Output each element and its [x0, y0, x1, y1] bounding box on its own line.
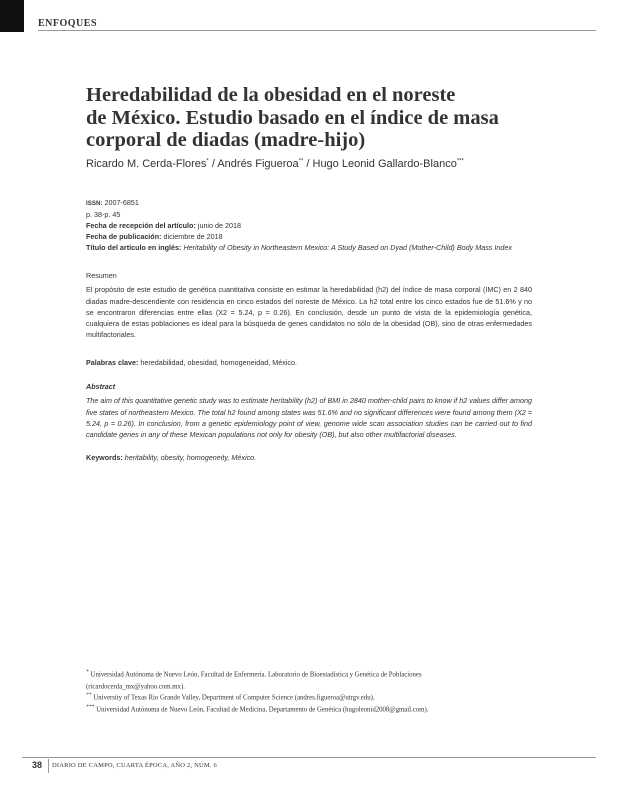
english-title-label: Título del artículo en inglés: — [86, 243, 182, 252]
footer-divider — [48, 759, 49, 773]
published-row — [86, 231, 546, 242]
title-line: Heredabilidad de la obesidad en el noreste — [86, 84, 456, 106]
author-separator: / — [208, 158, 218, 170]
received-row — [86, 220, 546, 231]
abstract-heading: Abstract — [86, 382, 116, 391]
journal-name: DIARIO DE CAMPO, CUARTA ÉPOCA, AÑO 2, NÚM. 6 — [52, 762, 217, 769]
english-title-row — [86, 242, 546, 253]
published-value: diciembre de 2018 — [163, 232, 223, 241]
page-number: 38 — [32, 760, 43, 770]
resumen-section — [86, 270, 532, 341]
palabras-clave-label: Palabras clave: — [86, 358, 139, 367]
article-title — [86, 84, 546, 152]
footnote — [86, 703, 536, 715]
footnote-mark: * — [86, 669, 89, 675]
footnote-text: Universidad Autónoma de Nuevo León, Facultad de Medicina, Departamento de Genética (hugoleonid2008@gmail.com). — [96, 706, 429, 714]
resumen-heading: Resumen — [86, 271, 117, 280]
resumen-text: El propósito de este estudio de genética cuantitativa consiste en estimar la heredabilidad (h2) del índice de masa corporal (IMC) en 2 840 diadas madre-descendiente con residencia en cinco estados del noreste de México. La h2 total entre los cinco estados fue de 51.6% y no se encontraron diferencias entre ellas (X2 = 5.24, p = 0.26). En conclusión, desde un punto de vista de la epidemiología genética, cualquiera de estas poblaciones es ideal para la búsqueda de genes candidatos no sólo de la obesidad (OB), sino de otras enfermedades multifactoriales. — [86, 285, 532, 340]
footnote — [86, 680, 536, 692]
keywords-text: heritability, obesity, homogeneity, México. — [124, 453, 257, 462]
top-rule — [38, 30, 596, 31]
author-mark: * — [206, 158, 209, 165]
author-name: Ricardo M. Cerda-Flores — [86, 158, 207, 170]
footnote-text: University of Texas Rio Grande Valley, Department of Computer Science (andres.figueroa@utrgv.edu). — [93, 694, 375, 702]
palabras-clave-text: heredabilidad, obesidad, homogeneidad, México. — [140, 358, 297, 367]
author-name: Hugo Leonid Gallardo-Blanco — [312, 158, 457, 170]
author-mark: *** — [456, 158, 464, 165]
footnotes — [86, 668, 536, 715]
issn-label: ISSN: — [86, 200, 103, 207]
title-line: de México. Estudio basado en el índice de masa — [86, 106, 499, 129]
footnote-text: Universidad Autónoma de Nuevo León, Facultad de Enfermería. Laboratorio de Bioestadística y Genética de Poblaciones — [90, 671, 422, 679]
section-label: ENFOQUES — [38, 18, 98, 29]
author-separator: / — [303, 158, 313, 170]
corner-tab — [0, 0, 24, 32]
footer-rule — [22, 757, 596, 758]
footnote — [86, 691, 536, 703]
footnote-mark: *** — [86, 704, 95, 711]
author-mark: ** — [298, 158, 304, 165]
keywords-section — [86, 452, 532, 463]
received-value: junio de 2018 — [197, 221, 242, 230]
footnote-text: (ricardocerda_mx@yahoo.com.mx). — [86, 682, 185, 690]
issn-row — [86, 197, 546, 209]
keywords-label: Keywords: — [86, 453, 123, 462]
palabras-clave — [86, 357, 532, 368]
received-label: Fecha de recepción del artículo: — [86, 221, 196, 230]
pages-value: p. 38-p. 45 — [86, 210, 121, 219]
footnote — [86, 668, 536, 680]
abstract-text: The aim of this quantitative genetic study was to estimate heritability (h2) of BMI in 2840 mother-child pairs to know if h2 values differ among five states of northeastern Mexico. The total h2 found among states was 51.6% and no significant differences were found among them (X2 = 5.24, p = 0.26). In conclusion, from a genetic epidemiology point of view, genome wide scan association studies can be carried out to find candidate genes in any of these Mexican populations not only for obesity (OB), but also other multifactorial diseases. — [86, 396, 532, 440]
published-label: Fecha de publicación: — [86, 232, 162, 241]
author-list — [86, 158, 546, 170]
pages-row — [86, 209, 546, 220]
footnote-mark: ** — [86, 692, 92, 699]
author-name: Andrés Figueroa — [217, 158, 299, 170]
english-title-value: Heritability of Obesity in Northeastern Mexico: A Study Based on Dyad (Mother-Child) Body Mass Index — [183, 243, 512, 252]
abstract-section — [86, 381, 532, 440]
issn-value: 2007-6851 — [104, 198, 139, 207]
title-line: corporal de diadas (madre-hijo) — [86, 129, 366, 151]
article-metadata — [86, 197, 546, 253]
